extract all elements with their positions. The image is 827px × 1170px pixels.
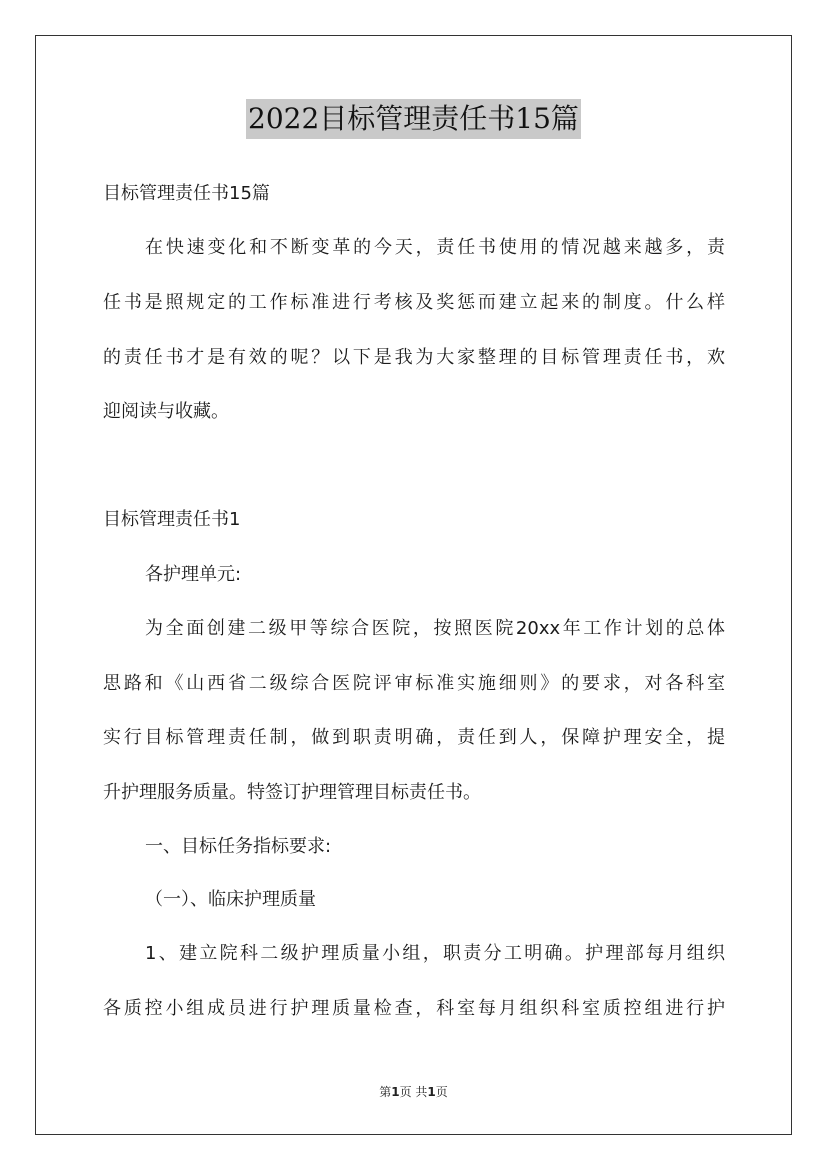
page-footer [0,1084,827,1100]
footer-page-number: 1 [391,1085,400,1099]
subtitle: 目标管理责任书15篇 [103,183,270,204]
footer-suffix: 页 [435,1085,448,1099]
body-line-1: 为全面创建二级甲等综合医院，按照医院20xx年工作计划的总体 [145,618,725,639]
intro-line-1: 在快速变化和不断变革的今天，责任书使用的情况越来越多，责 [145,237,725,258]
item-one-subheading: （一）、临床护理质量 [145,889,316,910]
footer-prefix: 第 [379,1085,392,1099]
footer-mid: 页 共 [399,1085,428,1099]
body-line-3: 实行目标管理责任制，做到职责明确，责任到人，保障护理安全，提 [103,727,725,748]
body-line-2: 思路和《山西省二级综合医院评审标准实施细则》的要求，对各科室 [103,673,725,694]
intro-line-3: 的责任书才是有效的呢？以下是我为大家整理的目标管理责任书，欢 [103,347,725,368]
detail-line-1: 1、建立院科二级护理质量小组，职责分工明确。护理部每月组织 [145,943,725,964]
title-container [0,99,827,139]
document-title: 2022目标管理责任书15篇 [246,99,581,139]
footer-page-total: 1 [427,1085,436,1099]
intro-line-2: 任书是照规定的工作标准进行考核及奖惩而建立起来的制度。什么样 [103,292,725,313]
body-line-4: 升护理服务质量。特签订护理管理目标责任书。 [103,782,481,803]
section-heading: 目标管理责任书1 [103,509,241,530]
detail-line-2: 各质控小组成员进行护理质量检查，科室每月组织科室质控组进行护 [103,998,725,1019]
intro-line-4: 迎阅读与收藏。 [103,401,229,422]
salutation: 各护理单元: [145,564,242,585]
item-one-heading: 一、目标任务指标要求: [145,836,332,857]
